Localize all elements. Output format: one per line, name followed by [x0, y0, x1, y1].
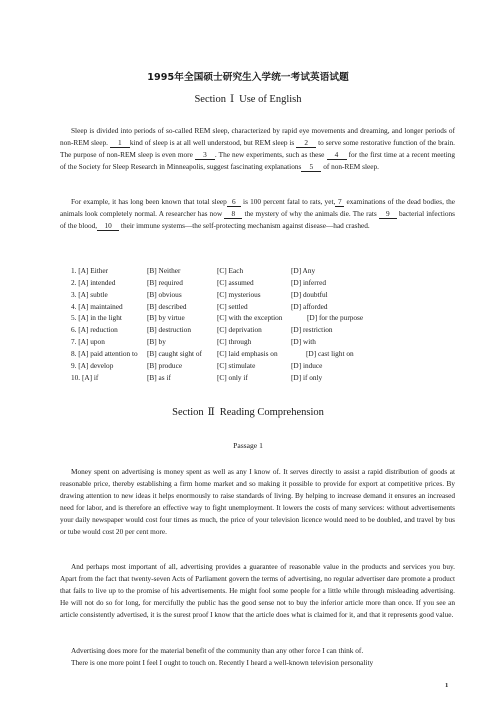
option-c: [C] Each [217, 266, 244, 275]
option-b: [B] by virtue [147, 313, 185, 323]
text-run: is 100 percent fatal to rats, yet, [243, 197, 336, 206]
blank-5: 5 [301, 163, 321, 172]
option-d: [D] with [291, 337, 316, 347]
option-a: 10. [A] if [71, 372, 99, 382]
option-d: [D] cast light on [306, 348, 354, 358]
blank-6: 6 [227, 198, 241, 207]
option-a: 2. [A] intended [71, 277, 116, 287]
option-b: [B] required [147, 277, 183, 287]
section-1-heading [0, 93, 496, 105]
passage-paragraph-4: There is one more point I feel I ought to touch on. Recently I heard a well-known television personality [71, 658, 374, 667]
passage-title: Passage 1 [233, 441, 263, 450]
blank-3: 3 [195, 151, 215, 160]
blank-9: 9 [379, 210, 397, 219]
option-a: 7. [A] upon [71, 337, 105, 347]
option-d: [D] inferred [291, 277, 327, 287]
text-run: their immune systems—the self-protecting mechanism against disease—had crashed. [120, 220, 370, 230]
option-c: [C] with the exception [217, 313, 283, 323]
option-a: 8. [A] paid attention to [71, 348, 138, 358]
option-row [71, 337, 451, 349]
option-d: [D] afforded [291, 301, 328, 311]
passage-paragraph-3: Advertising does more for the material benefit of the community than any other force I can think of. [71, 646, 364, 655]
text-run: the mystery of why the animals die. The rats [244, 208, 377, 218]
option-c: [C] stimulate [217, 360, 256, 370]
section-numeral: Ⅱ [207, 406, 215, 418]
option-row [71, 349, 451, 361]
option-a: 6. [A] reduction [71, 325, 118, 335]
option-row [71, 361, 451, 373]
option-c: [C] assumed [217, 277, 254, 287]
text-run: For example, it has long been known that total sleep [71, 197, 227, 206]
answer-options [71, 266, 451, 384]
option-c: [C] settled [217, 301, 248, 311]
text-run: bacterial infections of the blood, [60, 208, 456, 230]
option-d: [D] Any [291, 266, 316, 275]
blank-1: 1 [110, 139, 130, 148]
option-d: [D] if only [291, 372, 323, 382]
option-row [71, 302, 451, 314]
cloze-paragraph-2 [60, 196, 455, 232]
text-run: kind of sleep is at all well understood, but REM sleep is [129, 137, 295, 147]
option-c: [C] only if [217, 372, 248, 382]
option-row [71, 266, 451, 278]
section-name: Use of English [239, 94, 302, 105]
blank-4: 4 [327, 151, 347, 160]
option-row [71, 290, 451, 302]
option-c: [C] laid emphasis on [217, 348, 278, 358]
text-run: of non-REM sleep. [323, 161, 379, 171]
passage-paragraph-2: And perhaps most important of all, advertising provides a guarantee of reasonable value in the products and services you buy. Apart from the fact that twenty-seven Acts of Parliament govern the terms of advertising, no regular advertiser dare promote a product that fails to live up to the promise of his advertisements. He might fool some people for a little while through misleading advertising. He will not do so for long, for mercifully the public has the good sense not to buy the inferior article more than once. If you see an article consistently advertised, it is the surest proof I know that the article does what is claimed for it, and that it represents good value. [60, 562, 455, 619]
option-b: [B] Neither [147, 266, 181, 275]
option-a: 9. [A] develop [71, 360, 114, 370]
page-number: 1 [445, 682, 449, 689]
option-b: [B] by [147, 337, 166, 347]
blank-7: 7 [335, 198, 344, 207]
option-d: [D] doubtful [291, 289, 328, 299]
option-row [71, 373, 451, 385]
option-b: [B] destruction [147, 325, 191, 335]
section-numeral: Ⅰ [229, 93, 235, 105]
blank-10: 10 [97, 222, 119, 231]
option-c: [C] mysterious [217, 289, 261, 299]
option-b: [B] as if [147, 372, 171, 382]
blank-8: 8 [224, 210, 242, 219]
option-d: [D] restriction [291, 325, 333, 335]
passage-paragraph-1: Money spent on advertising is money spent as well as any I know of. It serves directly to assist a rapid distribution of goods at reasonable price, thereby establishing a firm home market and so making it possible to provide for export at competitive prices. By drawing attention to new ideas it helps enormously to raise standards of living. By helping to increase demand it ensures an increased need for labor, and is therefore an effective way to fight unemployment. It lowers the costs of many services: without advertisements your daily newspaper would cost four times as much, the price of your television licence would need to be doubled, and travel by bus or tube would cost 20 per cent more. [60, 467, 455, 536]
option-a: 4. [A] maintained [71, 301, 123, 311]
cloze-paragraph-1 [60, 125, 455, 173]
option-a: 1. [A] Either [71, 266, 109, 275]
text-run: examinations of the dead bodies, the animals look completely normal. A researcher has now [60, 197, 456, 218]
section-label: Section [172, 407, 204, 418]
option-b: [B] produce [147, 360, 183, 370]
option-row [71, 325, 451, 337]
section-2-heading [0, 406, 496, 418]
text-run: to serve some restorative function of the brain. The purpose of non-REM sleep is even more [60, 137, 455, 159]
text-run: . The new experiments, such as these [214, 149, 325, 159]
option-b: [B] caught sight of [147, 348, 202, 358]
section-name: Reading Comprehension [219, 407, 324, 418]
option-a: 3. [A] subtle [71, 289, 108, 299]
exam-title: 1995年全国硕士研究生入学统一考试英语试题 [147, 72, 349, 83]
text-run: Sleep is divided into periods of so-called REM sleep, characterized by rapid eye movements and dreaming, and longer periods of non-REM sleep. [60, 126, 455, 147]
blank-2: 2 [296, 139, 316, 148]
option-b: [B] described [147, 301, 187, 311]
option-c: [C] deprivation [217, 325, 262, 335]
option-a: 5. [A] in the light [71, 313, 122, 323]
option-b: [B] obvious [147, 289, 182, 299]
text-run: for the first time at a recent meeting of the Society for Sleep Research in Minneapolis, suggest fascinating explanations [60, 149, 456, 171]
option-row [71, 313, 451, 325]
option-c: [C] through [217, 337, 252, 347]
section-label: Section [194, 94, 226, 105]
option-d: [D] induce [291, 360, 323, 370]
option-row [71, 278, 451, 290]
option-d: [D] for the purpose [307, 313, 364, 323]
